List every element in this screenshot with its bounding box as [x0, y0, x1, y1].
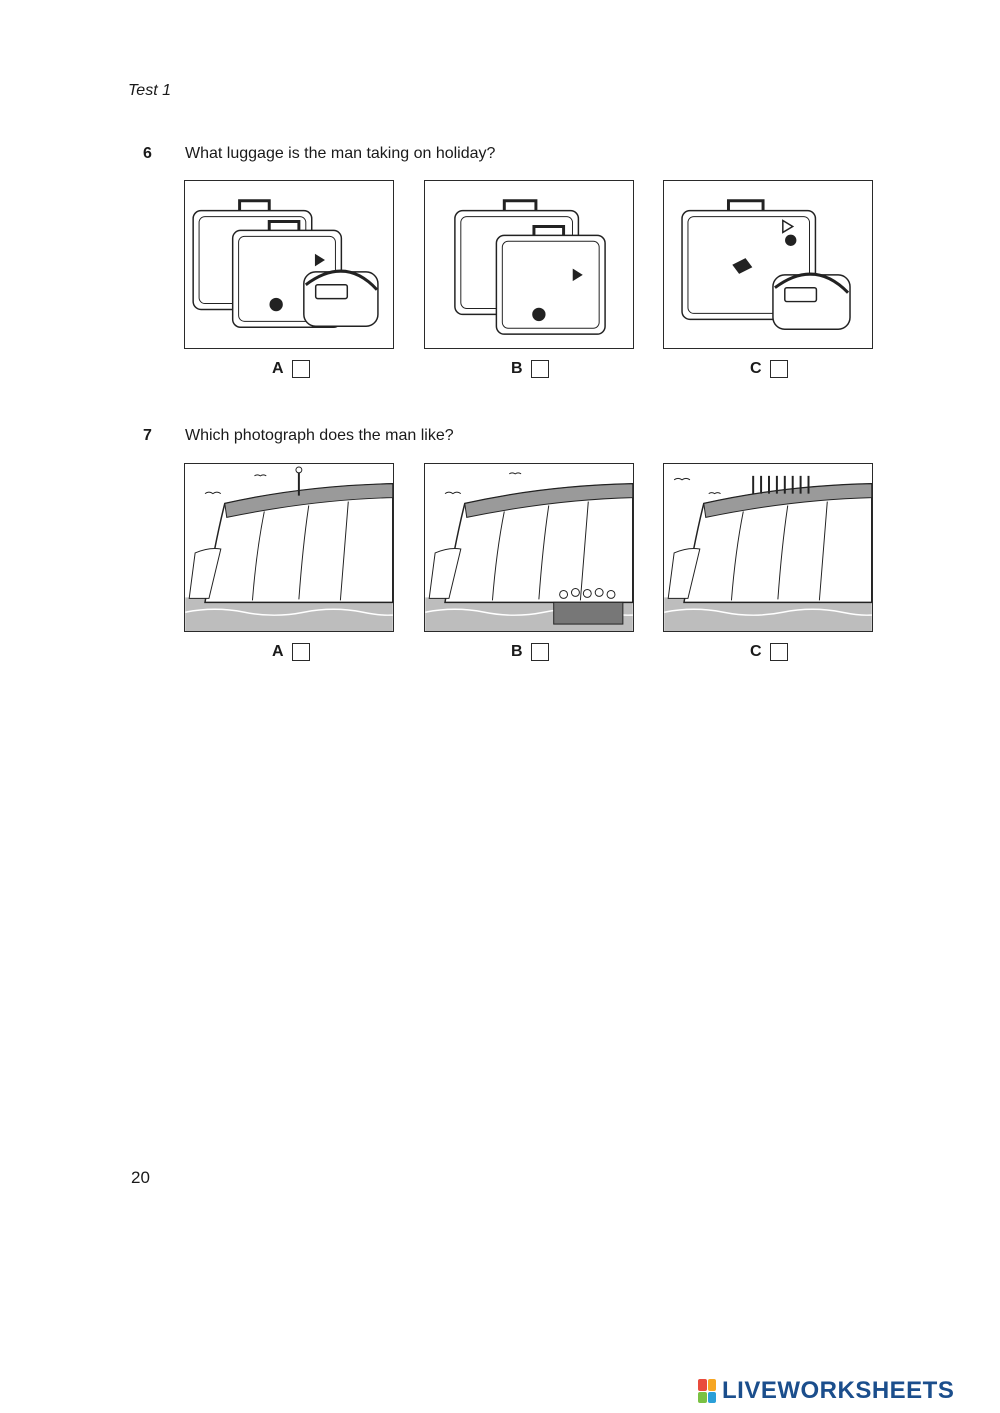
luggage-suitcases-bag-illustration	[185, 181, 393, 348]
page-number: 20	[131, 1168, 150, 1187]
q7-option-c	[750, 643, 788, 661]
q7-option-b	[511, 643, 549, 661]
answer-checkbox-6c[interactable]	[770, 360, 788, 378]
luggage-two-suitcases-illustration	[425, 181, 633, 348]
option-letter: B	[511, 643, 523, 660]
test-label: Test 1	[128, 82, 171, 99]
option-letter: C	[750, 360, 762, 377]
question-6	[143, 145, 495, 163]
option-letter: A	[272, 643, 284, 660]
cliff-man-on-top-illustration	[185, 464, 393, 631]
cliff-group-on-beach-illustration	[425, 464, 633, 631]
question-number: 6	[143, 145, 152, 162]
cliff-photo-a	[184, 463, 394, 632]
liveworksheets-logo	[698, 1377, 954, 1405]
luggage-picture-a	[184, 180, 394, 349]
option-letter: B	[511, 360, 523, 377]
answer-checkbox-6a[interactable]	[292, 360, 310, 378]
question-text: What luggage is the man taking on holiday?	[185, 145, 496, 162]
q6-option-b	[511, 360, 549, 378]
q6-option-c	[750, 360, 788, 378]
option-letter: A	[272, 360, 284, 377]
option-letter: C	[750, 643, 762, 660]
luggage-picture-b	[424, 180, 634, 349]
answer-checkbox-7a[interactable]	[292, 643, 310, 661]
luggage-picture-c	[663, 180, 873, 349]
answer-checkbox-6b[interactable]	[531, 360, 549, 378]
q7-option-a	[272, 643, 310, 661]
answer-checkbox-7c[interactable]	[770, 643, 788, 661]
cliff-photo-b	[424, 463, 634, 632]
cliff-photo-c	[663, 463, 873, 632]
question-number: 7	[143, 427, 152, 444]
answer-checkbox-7b[interactable]	[531, 643, 549, 661]
cliff-group-on-top-illustration	[664, 464, 872, 631]
liveworksheets-icon	[698, 1379, 716, 1403]
question-7	[143, 427, 454, 445]
q6-option-a	[272, 360, 310, 378]
question-text: Which photograph does the man like?	[185, 427, 454, 444]
luggage-suitcase-bag-illustration	[664, 181, 872, 348]
brand-name: LIVEWORKSHEETS	[722, 1377, 955, 1404]
